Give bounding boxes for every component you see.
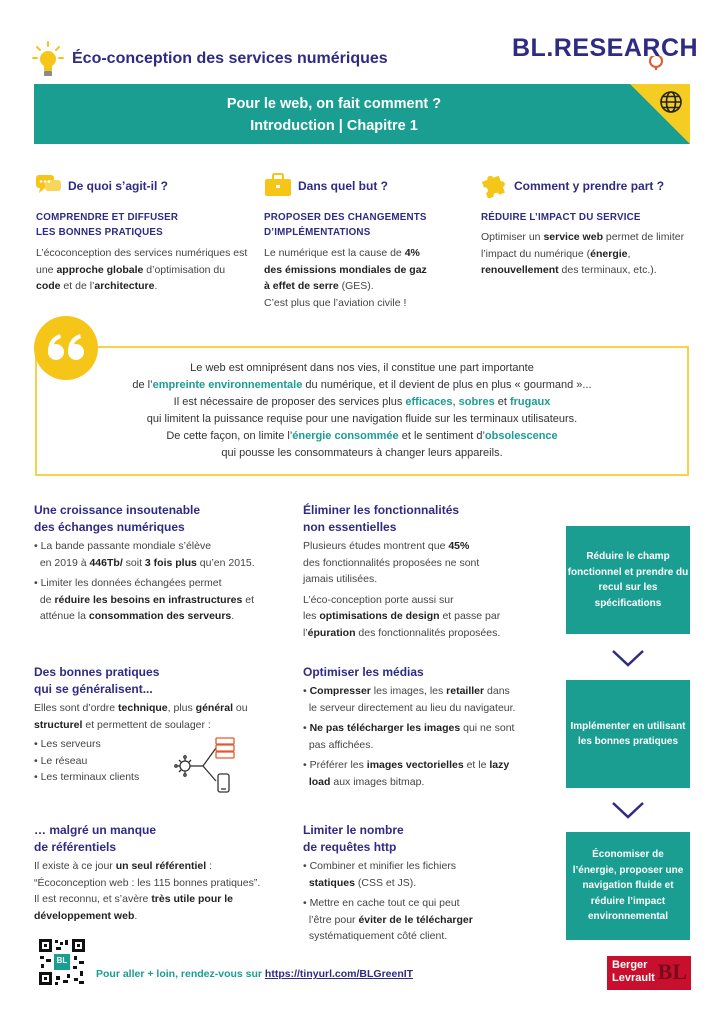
section-requetes-text: • Combiner et minifier les fichiers statiques (CSS et JS). • Mettre en cache tout ce qui peut l’être pour éviter de le télécharger systématiquement côté client.	[303, 860, 473, 942]
section-medias-text: • Compresser les images, les retailler dans le serveur directement au lieu du navigateur. • Ne pas télécharger les images qui ne sont pas affichées. • Préférer les images vectorielles et le lazy load aux images bitmap.	[303, 685, 516, 788]
section-pratiques-title	[34, 664, 159, 698]
column-heading-why: Dans quel but ?	[298, 179, 388, 193]
caps-line: D’IMPLÉMENTATIONS	[264, 227, 371, 238]
section-referentiels-text: Il existe à ce jour un seul référentiel : “Écoconception web : les 115 bonnes pratiques”. Il est reconnu, et s’avère très utile pour le développement web.	[34, 860, 261, 922]
section-croissance-text: • La bande passante mondiale s’élève en 2019 à 446Tb/ soit 3 fois plus qu’en 2015. • Limiter les données échangées permet de réduire les besoins en infrastructures et atténue la consommation des serveurs.	[34, 540, 255, 622]
section-referentiels-title	[34, 822, 156, 856]
step-box-2: Implémenter en utilisant les bonnes pratiques	[566, 680, 690, 788]
section-pratiques-text: Elles sont d’ordre technique, plus général ou structurel et permettent de soulager :	[34, 702, 248, 731]
footer-link[interactable]: https://tinyurl.com/BLGreenIT	[264, 968, 414, 980]
caps-line: LES BONNES PRATIQUES	[36, 227, 163, 238]
quote-mark-icon	[34, 316, 98, 380]
chevron-down-icon	[611, 800, 645, 820]
brand-line-2: Levrault	[612, 972, 655, 984]
column-heading-what: De quoi s’agit-il ?	[68, 179, 169, 193]
chapter-banner	[34, 84, 690, 144]
title-line: qui se généralisent...	[34, 682, 153, 696]
title-line: de référentiels	[34, 840, 117, 854]
list-item: • Les serveurs	[34, 736, 139, 753]
title-line: Éliminer les fonctionnalités	[303, 503, 460, 517]
column-heading-how: Comment y prendre part ?	[514, 179, 665, 193]
column-caps-why	[264, 210, 427, 240]
title-line: … malgré un manque	[34, 823, 157, 837]
lightbulb-icon	[32, 40, 64, 80]
caps-line: PROPOSER DES CHANGEMENTS	[264, 212, 427, 223]
qr-code-icon	[38, 938, 86, 986]
quote-box	[35, 346, 689, 476]
title-line: Des bonnes pratiques	[34, 665, 160, 679]
chevron-down-icon	[611, 648, 645, 668]
column-caps-how: RÉDUIRE L’IMPACT DU SERVICE	[481, 212, 641, 223]
section-medias-title: Optimiser les médias	[303, 665, 424, 679]
column-text-what: L’écoconception des services numériques est une approche globale d’optimisation du code et de l’architecture.	[36, 247, 248, 292]
quote-text: Le web est omniprésent dans nos vies, il constitue une part importante de l’empreinte environnementale du numérique, et il devient de plus en plus « gourmand »... Il est nécessaire de proposer des services plus efficaces, sobres et frugaux qui limitent la puissance requise pour une navigation fluide sur les terminaux utilisateurs. De cette façon, on limite l’énergie consommée et le sentiment d’obsolescence qui pousse les consommateurs à changer leurs appareils.	[132, 362, 592, 459]
title-line: non essentielles	[303, 520, 397, 534]
qr-badge: BL	[56, 956, 68, 965]
section-requetes-title	[303, 822, 404, 856]
lightbulb-logo-icon	[643, 56, 669, 70]
step-box-3: Économiser de l’énergie, proposer une navigation fluide et réduire l’impact environnemental	[566, 832, 690, 940]
step-box-1: Réduire le champ fonctionnel et prendre du recul sur les spécifications	[566, 526, 690, 634]
network-diagram-icon	[170, 736, 240, 796]
title-line: des échanges numériques	[34, 520, 185, 534]
title-line: Une croissance insoutenable	[34, 503, 201, 517]
briefcase-icon	[264, 173, 292, 197]
pratiques-list	[34, 736, 139, 786]
section-eliminer-text: Plusieurs études montrent que 45% des fonctionnalités proposées ne sont jamais utilisées. L’éco-conception porte aussi sur les optimisations de design et passe par l’épuration des fonctionnalités proposées.	[303, 540, 501, 639]
bl-research-logo: BL.RESEARCH	[512, 34, 699, 62]
list-item: • Le réseau	[34, 753, 139, 770]
brand-bl: BL	[657, 959, 687, 984]
globe-icon	[659, 90, 683, 114]
chat-bubble-icon	[36, 174, 62, 196]
caps-line: COMPRENDRE ET DIFFUSER	[36, 212, 179, 223]
page-title: Éco-conception des services numériques	[72, 50, 388, 67]
section-croissance-title	[34, 502, 200, 536]
column-text-why: Le numérique est la cause de 4% des émissions mondiales de gaz à effet de serre (GES). C’est plus que l’aviation civile !	[264, 247, 427, 309]
title-line: Limiter le nombre	[303, 823, 404, 837]
banner-subtitle: Introduction | Chapitre 1	[250, 118, 418, 134]
section-eliminer-title	[303, 502, 459, 536]
puzzle-icon	[480, 172, 508, 198]
list-item: • Les terminaux clients	[34, 769, 139, 786]
column-caps-what	[36, 210, 178, 240]
footer-text	[96, 968, 413, 980]
brand-line-1: Berger	[612, 959, 648, 971]
column-text-how: Optimiser un service web permet de limiter l’impact du numérique (énergie, renouvellement des terminaux, etc.).	[481, 231, 685, 276]
title-line: de requêtes http	[303, 840, 397, 854]
banner-title: Pour le web, on fait comment ?	[226, 96, 442, 112]
berger-levrault-logo	[607, 956, 691, 990]
footer-prefix: Pour aller + loin, rendez-vous sur	[96, 968, 265, 980]
